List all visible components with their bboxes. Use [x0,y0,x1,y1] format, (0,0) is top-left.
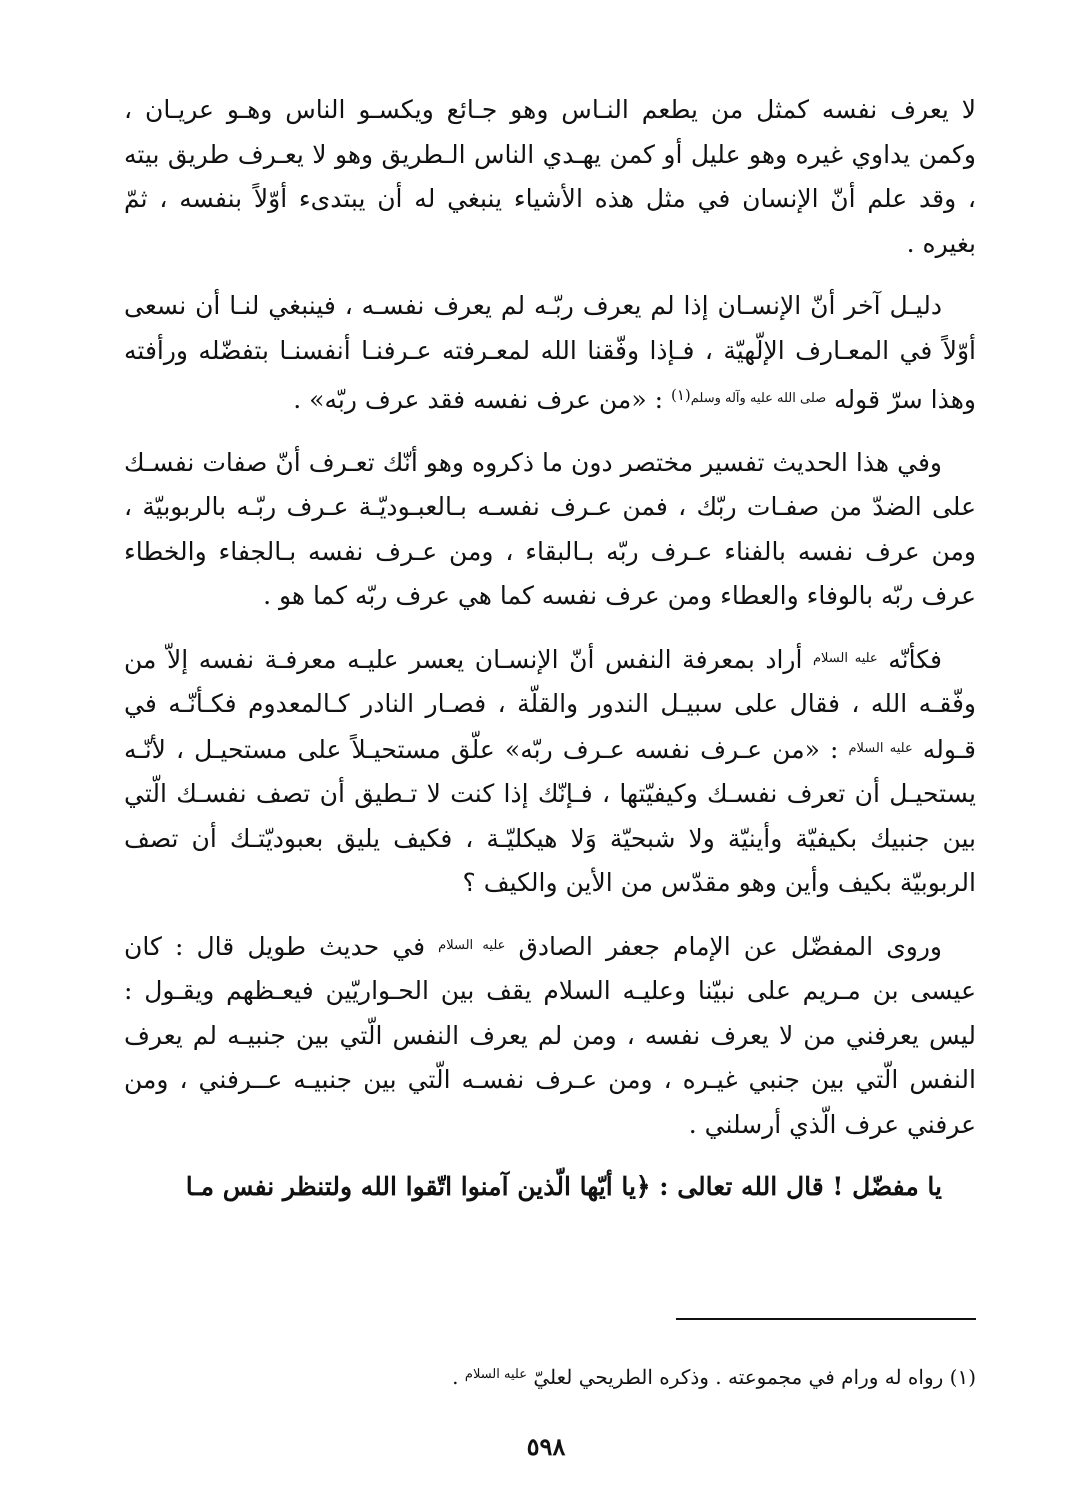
honorific-mark: عليه السلام [438,937,506,953]
paragraph-2-text-after: : «من عرف نفسه فقد عرف ربّه» . [293,385,663,414]
paragraph-4-text-middle: أراد بمعرفة النفس أنّ الإنسـان يعسر عليـه معرفـة نفسه إلاّ من وفّقـه الله ، فقال على سبيـل الندور والقلّة ، فصـار النادر كـالمعدوم فكـأنّـه في قـوله [124,644,977,764]
paragraph-5-text-after: في حديث طويل قال : كان عيسى بن مـريم على نبيّنا وعليـه السلام يقف بين الحـواريّين فيعـظهم ويقـول : ليس يعرفني من لا يعرف نفسه ، ومن لم يعرف النفس الّتي بين جنبيـه لم يعرف النفس الّتي بين جنبي غيـره ، ومن عـرف نفسـه الّتي بين جنبيـه عــرفني ، ومن عرفني عرف الّذي أرسلني . [124,931,976,1139]
footnote [124,1360,976,1392]
paragraph-5-text-before: وروى المفضّل عن الإمام جعفر الصادق [518,931,942,961]
paragraph-2 [124,284,976,423]
footnote-divider [676,1318,976,1320]
paragraph-3 [124,441,976,619]
main-text [124,88,976,1228]
paragraph-4-text-before: فكأنّه [888,644,942,674]
paragraph-5 [124,924,976,1148]
honorific-mark: صلى الله عليه وآله وسلم [690,391,827,406]
honorific-mark: عليه السلام [848,740,913,756]
paragraph-3-text: وفي هذا الحديث تفسير مختصر دون ما ذكروه وهو أنّك تعـرف أنّ صفات نفسـك على الضدّ من صفـات ربّك ، فمن عـرف نفسـه بـالعبـوديّـة عـرف ربّـه بالربوبيّة ، ومن عرف نفسه بالفناء عـرف ربّه بـالبقاء ، ومن عـرف نفسه بـالجفاء والخطاء عرف ربّه بالوفاء والعطاء ومن عرف نفسه كما هي عرف ربّه كما هو . [124,447,976,610]
paragraph-6-text: يا مفضّل ! قال الله تعالى : ﴿يا أيّها الّذين آمنوا اتّقوا الله ولتنظر نفس مـا [185,1172,942,1201]
honorific-mark: عليه السلام [813,650,878,666]
paragraph-6 [124,1165,976,1210]
footnote-marker: (١) [670,386,691,404]
footnote-text: (١) رواه له ورام في مجموعته . وذكره الطريحي لعليّ [533,1365,976,1389]
paragraph-4-text-after: : «من عـرف نفسه عـرف ربّه» علّق مستحيـلاً على مستحيـل ، لأنّـه يستحيـل أن تعرف نفسـك وكيفيّتها ، فـإنّك إذا كنت لا تـطيق أن تصف نفسـك الّتي بين جنبيك بكيفيّة وأينيّة ولا شبحيّة وَلا هيكليّـة ، فكيف يليق بعبوديّتـك أن تصف الربوبيّة بكيف وأين وهو مقدّس من الأين والكيف ؟ [124,734,976,897]
paragraph-1-text: لا يعرف نفسه كمثل من يطعم النـاس وهو جـائع ويكسـو الناس وهـو عريـان ، وكمن يداوي غيره وهو عليل أو كمن يهـدي الناس الـطريق وهو لا يعـرف طريق بيته ، وقد علم أنّ الإنسان في مثل هذه الأشياء ينبغي له أن يبتدىء أوّلاً بنفسه ، ثمّ بغيره . [124,95,976,258]
paragraph-1 [124,88,976,266]
honorific-mark: عليه السلام [464,1367,527,1382]
footnote-end: . [452,1365,459,1389]
page-number: ٥٩٨ [526,1432,566,1461]
paragraph-4 [124,637,976,906]
paragraph-2-text-before: دليـل آخر أنّ الإنسـان إذا لم يعرف ربّـه لم يعرف نفسـه ، فينبغي لنـا أن نسعى أوّلاً في المعـارف الإلّهيّة ، فـإذا وفّقنا الله لمعـرفته عـرفنـا أنفسنـا بتفضّله ورأفته وهذا سرّ قوله [124,291,976,414]
